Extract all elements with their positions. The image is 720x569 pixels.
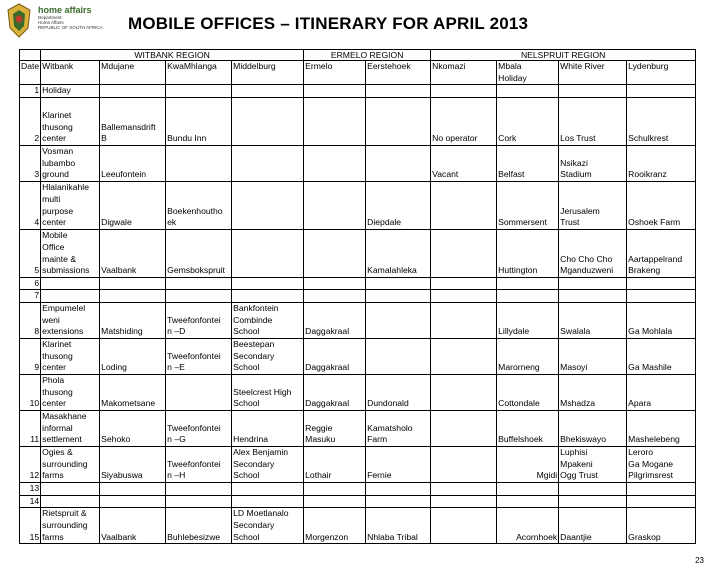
table-cell <box>559 482 627 495</box>
table-cell <box>166 145 232 181</box>
table-cell <box>166 85 232 98</box>
table-cell: Klarinet thusong center <box>41 338 100 374</box>
table-cell: Hendrina <box>232 410 304 446</box>
column-header: Mbala Holiday <box>497 61 559 85</box>
table-cell: Swalala <box>559 302 627 338</box>
table-cell: Apara <box>627 374 696 410</box>
table-row <box>20 302 696 338</box>
table-cell <box>232 277 304 290</box>
table-cell <box>497 85 559 98</box>
region-witbank: WITBANK REGION <box>41 50 304 61</box>
table-cell <box>232 229 304 277</box>
table-cell: Masakhane informal settlement <box>41 410 100 446</box>
table-cell: Ballemansdrift B <box>100 97 166 145</box>
table-cell <box>366 145 431 181</box>
table-cell: Acornhoek <box>497 508 559 544</box>
table-cell: Vaalbank <box>100 229 166 277</box>
table-cell: Fernie <box>366 446 431 482</box>
logo-line3: REPUBLIC OF SOUTH AFRICA <box>38 25 103 30</box>
page-title: MOBILE OFFICES – ITINERARY FOR APRIL 2013 <box>128 14 529 33</box>
column-header: White River <box>559 61 627 85</box>
table-cell: LD Moetlanalo Secondary School <box>232 508 304 544</box>
date-cell: 4 <box>20 181 41 229</box>
table-cell <box>431 277 497 290</box>
table-cell <box>166 482 232 495</box>
table-cell <box>366 338 431 374</box>
table-cell <box>559 290 627 303</box>
table-cell: Leroro Ga Mogane Pilgrimsrest <box>627 446 696 482</box>
table-cell <box>497 482 559 495</box>
table-cell <box>304 290 366 303</box>
table-cell: Schulkrest <box>627 97 696 145</box>
table-cell: Daggakraal <box>304 302 366 338</box>
table-cell <box>366 85 431 98</box>
region-header-row <box>20 50 696 61</box>
table-cell: Graskop <box>627 508 696 544</box>
table-cell <box>166 290 232 303</box>
region-spacer <box>20 50 41 61</box>
table-cell: Alex Benjamin Secondary School <box>232 446 304 482</box>
logo-line2: Home Affairs <box>38 20 64 25</box>
table-cell: Mobile Office mainte & submissions <box>41 229 100 277</box>
date-cell: 9 <box>20 338 41 374</box>
table-cell: Digwale <box>100 181 166 229</box>
table-cell <box>304 229 366 277</box>
date-cell: 12 <box>20 446 41 482</box>
column-header: Middelburg <box>232 61 304 85</box>
table-cell: Bhekiswayo <box>559 410 627 446</box>
coat-of-arms-icon <box>4 2 34 40</box>
itinerary-table <box>19 49 696 544</box>
table-cell <box>100 290 166 303</box>
table-cell: Diepdale <box>366 181 431 229</box>
table-cell: Reggie Masuku <box>304 410 366 446</box>
table-cell <box>232 85 304 98</box>
date-cell: 2 <box>20 97 41 145</box>
table-cell: Buffelshoek <box>497 410 559 446</box>
table-cell: Phola thusong center <box>41 374 100 410</box>
table-cell: Vosman lubambo ground <box>41 145 100 181</box>
table-cell: Cottondale <box>497 374 559 410</box>
column-header: Mdujane <box>100 61 166 85</box>
table-cell <box>431 338 497 374</box>
table-cell: Belfast <box>497 145 559 181</box>
table-cell <box>366 482 431 495</box>
table-cell: Gemsbokspruit <box>166 229 232 277</box>
table-row <box>20 97 696 145</box>
table-cell: Mashelebeng <box>627 410 696 446</box>
table-cell <box>166 374 232 410</box>
table-cell: Ogies & surrounding farms <box>41 446 100 482</box>
table-cell <box>41 290 100 303</box>
table-cell <box>627 290 696 303</box>
table-cell <box>366 290 431 303</box>
table-row <box>20 145 696 181</box>
table-cell <box>366 302 431 338</box>
table-cell <box>232 145 304 181</box>
table-cell: Cho Cho Cho Mganduzweni <box>559 229 627 277</box>
column-header-row <box>20 61 696 85</box>
table-cell <box>232 495 304 508</box>
date-cell: 5 <box>20 229 41 277</box>
table-cell: Jerusalem Trust <box>559 181 627 229</box>
column-header: Nkomazi <box>431 61 497 85</box>
table-row <box>20 277 696 290</box>
table-cell: No operator <box>431 97 497 145</box>
table-cell <box>304 277 366 290</box>
table-cell <box>431 446 497 482</box>
table-cell: Tweefonfontei n –D <box>166 302 232 338</box>
table-row <box>20 495 696 508</box>
table-cell <box>627 482 696 495</box>
table-cell <box>431 302 497 338</box>
column-header: Witbank <box>41 61 100 85</box>
column-header: Eerstehoek <box>366 61 431 85</box>
table-row <box>20 229 696 277</box>
table-cell: Luphisi Mpakeni Ogg Trust <box>559 446 627 482</box>
table-row <box>20 290 696 303</box>
table-cell: Daggakraal <box>304 374 366 410</box>
table-row <box>20 482 696 495</box>
date-cell: 3 <box>20 145 41 181</box>
page-number: 23 <box>695 556 704 565</box>
table-cell: Mshadza <box>559 374 627 410</box>
column-header: Date <box>20 61 41 85</box>
date-cell: 6 <box>20 277 41 290</box>
table-cell: Buhlebesizwe <box>166 508 232 544</box>
date-cell: 15 <box>20 508 41 544</box>
table-cell: Mgidi <box>497 446 559 482</box>
table-cell <box>304 145 366 181</box>
table-cell: Bankfontein Combinde School <box>232 302 304 338</box>
table-cell: Holiday <box>41 85 100 98</box>
logo <box>4 2 114 42</box>
table-row <box>20 374 696 410</box>
table-cell: Huttington <box>497 229 559 277</box>
table-cell <box>166 277 232 290</box>
table-cell <box>627 277 696 290</box>
table-cell: Leeufontein <box>100 145 166 181</box>
table-cell: Sehoko <box>100 410 166 446</box>
table-cell <box>431 495 497 508</box>
date-cell: 11 <box>20 410 41 446</box>
table-cell: Boekenhoutho ek <box>166 181 232 229</box>
table-cell: Oshoek Farm <box>627 181 696 229</box>
table-cell <box>497 495 559 508</box>
table-row <box>20 181 696 229</box>
table-cell <box>627 85 696 98</box>
table-cell: Hlalanikahle multi purpose center <box>41 181 100 229</box>
table-cell <box>232 482 304 495</box>
table-cell <box>366 495 431 508</box>
table-cell <box>304 482 366 495</box>
table-cell <box>100 482 166 495</box>
table-cell: Tweefonfontei n –E <box>166 338 232 374</box>
table-cell <box>366 277 431 290</box>
table-cell: Vacant <box>431 145 497 181</box>
table-cell: Tweefonfontei n –H <box>166 446 232 482</box>
date-cell: 7 <box>20 290 41 303</box>
table-cell <box>166 495 232 508</box>
table-cell: Kamatsholo Farm <box>366 410 431 446</box>
table-cell <box>304 181 366 229</box>
table-cell: Lothair <box>304 446 366 482</box>
table-cell: Kamalahleka <box>366 229 431 277</box>
itinerary-body <box>20 85 696 544</box>
table-cell: Vaalbank <box>100 508 166 544</box>
logo-brand: home affairs <box>38 5 92 15</box>
table-cell: Daantjie <box>559 508 627 544</box>
table-cell: Rooikranz <box>627 145 696 181</box>
column-header: Lydenburg <box>627 61 696 85</box>
table-cell: Morgenzon <box>304 508 366 544</box>
table-cell <box>100 277 166 290</box>
table-cell: Marorneng <box>497 338 559 374</box>
table-cell <box>304 85 366 98</box>
table-cell <box>41 277 100 290</box>
table-cell: Bundu Inn <box>166 97 232 145</box>
table-cell <box>431 290 497 303</box>
date-cell: 10 <box>20 374 41 410</box>
table-cell: Beestepan Secondary School <box>232 338 304 374</box>
table-cell <box>431 85 497 98</box>
column-header: Ermelo <box>304 61 366 85</box>
table-cell: Ga Mohlala <box>627 302 696 338</box>
column-header: KwaMhlanga <box>166 61 232 85</box>
table-cell: Daggakraal <box>304 338 366 374</box>
table-cell <box>431 508 497 544</box>
table-cell <box>559 495 627 508</box>
table-cell: Nhlaba Tribal <box>366 508 431 544</box>
table-cell: Dundonald <box>366 374 431 410</box>
table-cell <box>559 85 627 98</box>
region-ermelo: ERMELO REGION <box>304 50 431 61</box>
table-cell: Los Trust <box>559 97 627 145</box>
table-row <box>20 446 696 482</box>
table-cell <box>232 181 304 229</box>
table-cell <box>41 482 100 495</box>
table-row <box>20 338 696 374</box>
table-cell: Ga Mashile <box>627 338 696 374</box>
date-cell: 8 <box>20 302 41 338</box>
table-cell <box>232 290 304 303</box>
logo-line1: Department: <box>38 15 63 20</box>
table-cell: Aartappelrand Brakeng <box>627 229 696 277</box>
table-cell <box>100 495 166 508</box>
table-cell: Empumelel weni extensions <box>41 302 100 338</box>
table-cell: Rietspruit & surrounding farms <box>41 508 100 544</box>
table-cell: Tweefonfontei n –G <box>166 410 232 446</box>
table-cell <box>431 482 497 495</box>
table-cell <box>232 97 304 145</box>
table-cell <box>627 495 696 508</box>
table-cell <box>559 277 627 290</box>
table-cell: Cork <box>497 97 559 145</box>
table-cell: Masoyi <box>559 338 627 374</box>
date-cell: 13 <box>20 482 41 495</box>
table-cell <box>304 97 366 145</box>
table-cell: Nsikazi Stadium <box>559 145 627 181</box>
table-cell <box>100 85 166 98</box>
table-cell <box>431 374 497 410</box>
table-cell <box>497 290 559 303</box>
table-cell <box>304 495 366 508</box>
table-cell <box>431 410 497 446</box>
table-cell <box>366 97 431 145</box>
table-row <box>20 410 696 446</box>
table-cell <box>431 229 497 277</box>
region-nelspruit: NELSPRUIT REGION <box>431 50 696 61</box>
date-cell: 14 <box>20 495 41 508</box>
table-cell <box>497 277 559 290</box>
table-cell: Loding <box>100 338 166 374</box>
table-cell: Matshiding <box>100 302 166 338</box>
table-cell <box>431 181 497 229</box>
table-cell: Makometsane <box>100 374 166 410</box>
table-cell: Lillydale <box>497 302 559 338</box>
table-row <box>20 508 696 544</box>
table-cell: Sommersent <box>497 181 559 229</box>
table-row <box>20 85 696 98</box>
date-cell: 1 <box>20 85 41 98</box>
table-cell: Steelcrest High School <box>232 374 304 410</box>
table-cell: Klarinet thusong center <box>41 97 100 145</box>
table-cell: Siyabuswa <box>100 446 166 482</box>
table-cell <box>41 495 100 508</box>
